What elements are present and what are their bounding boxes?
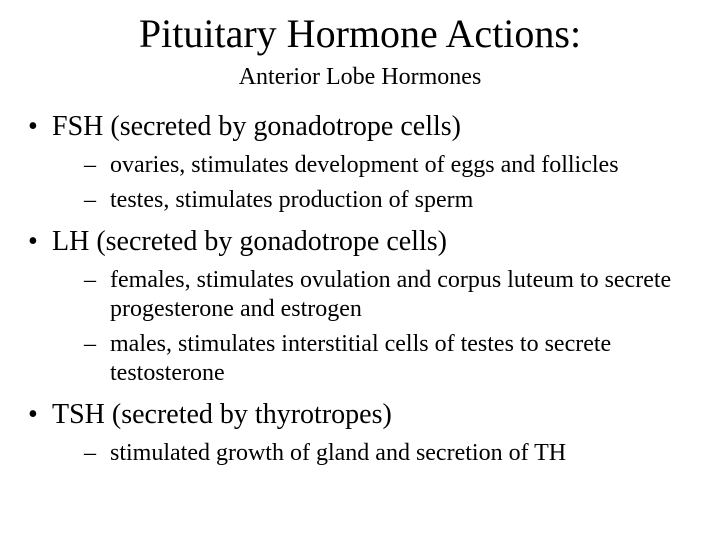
bullet-text: FSH (secreted by gonadotrope cells): [52, 111, 461, 142]
sub-item: [84, 186, 708, 215]
sub-item: [84, 330, 708, 388]
sub-list: [28, 439, 708, 468]
sub-text: females, stimulates ovulation and corpus luteum to secrete progesterone and estrogen: [110, 267, 672, 322]
sub-item: [84, 439, 708, 468]
bullet-marker: •: [28, 111, 38, 142]
bullet-item: [28, 396, 708, 434]
sub-marker: –: [84, 440, 96, 466]
slide-subtitle: Anterior Lobe Hormones: [238, 64, 482, 90]
sub-item: [84, 151, 708, 180]
sub-text: testes, stimulates production of sperm: [110, 187, 474, 213]
slide-title: Pituitary Hormone Actions:: [138, 11, 582, 56]
bullet-group-tsh: [28, 396, 708, 468]
bullet-group-fsh: [28, 108, 708, 215]
bullet-text: TSH (secreted by thyrotropes): [52, 399, 392, 430]
bullet-group-lh: [28, 223, 708, 388]
sub-list: [28, 151, 708, 215]
sub-text: stimulated growth of gland and secretion of TH: [110, 440, 567, 466]
sub-marker: –: [84, 152, 96, 178]
bullet-marker: •: [28, 399, 38, 430]
sub-marker: –: [84, 267, 96, 293]
bullet-text: LH (secreted by gonadotrope cells): [52, 226, 447, 257]
sub-text: males, stimulates interstitial cells of testes to secrete testosterone: [110, 331, 612, 386]
sub-marker: –: [84, 187, 96, 213]
sub-item: [84, 266, 708, 324]
sub-text: ovaries, stimulates development of eggs and follicles: [110, 152, 619, 178]
sub-list: [28, 266, 708, 388]
bullet-list: [28, 108, 708, 476]
bullet-marker: •: [28, 226, 38, 257]
bullet-item: [28, 108, 708, 146]
bullet-item: [28, 223, 708, 261]
sub-marker: –: [84, 331, 96, 357]
